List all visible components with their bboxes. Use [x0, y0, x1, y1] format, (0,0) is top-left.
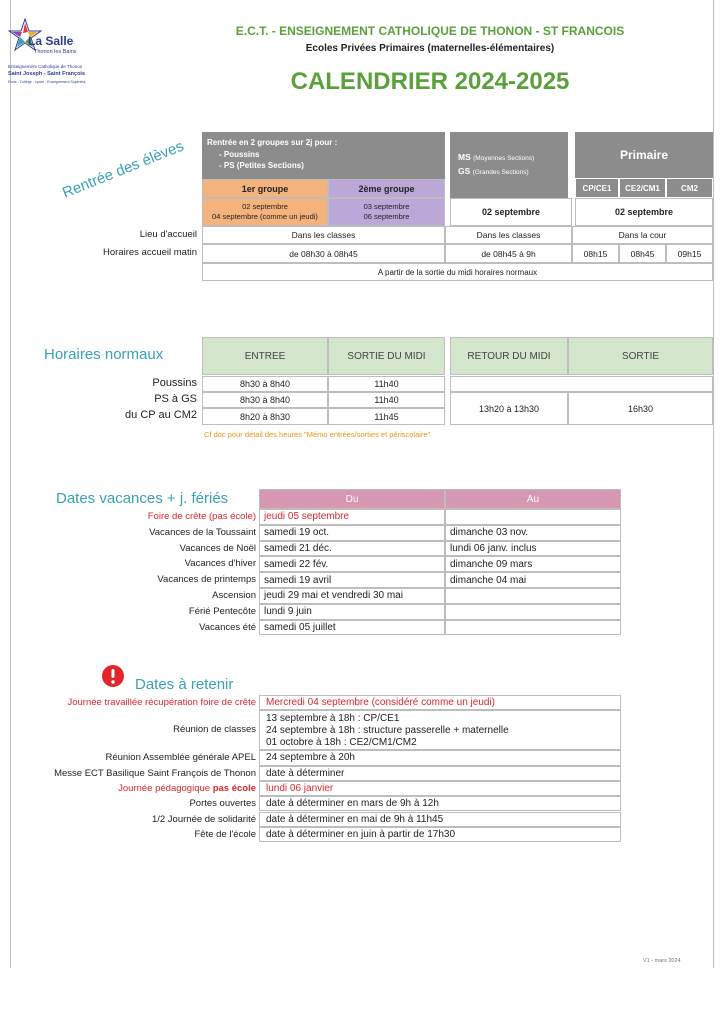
col-sortie-midi-header: SORTIE DU MIDI [328, 337, 445, 375]
lieu-groupes: Dans les classes [202, 226, 445, 244]
rentree-poussins: - Poussins [219, 149, 260, 159]
horaires-note: Cf doc pour détail des heures "Mémo entrées/sorties et périscolaire" [204, 430, 431, 439]
vacances-row-label: Ascension [212, 590, 256, 601]
lieu-ms-gs: Dans les classes [445, 226, 572, 244]
cp-ce1-header: CP/CE1 [575, 178, 619, 198]
entree-ps-gs: 8h30 à 8h40 [202, 392, 328, 408]
vacances-row-du: samedi 22 fév. [259, 556, 445, 572]
gs-full-label: (Grandes Sections) [472, 169, 529, 176]
vacances-row-au: dimanche 03 nov. [445, 525, 621, 541]
group1-date-a: 02 septembre [242, 202, 288, 211]
dates-row-value: date à déterminer en mars de 9h à 12h [259, 796, 621, 811]
vacances-row-au: dimanche 04 mai [445, 572, 621, 588]
vacances-row-label: Férié Pentecôte [188, 605, 256, 617]
retour-midi-spacer [450, 376, 713, 392]
dates-row-label [54, 768, 256, 779]
dates-row-value [259, 710, 621, 750]
group1-dates [202, 198, 328, 226]
rentree-ps: - PS (Petites Sections) [219, 161, 304, 170]
vacances-row-du: jeudi 05 septembre [259, 509, 445, 525]
dates-row-label [195, 829, 257, 840]
dates-row-label [173, 724, 256, 735]
ms-label-line [458, 151, 534, 165]
dates-row-value: 24 septembre à 20h [259, 750, 621, 765]
col-retour-midi-header: RETOUR DU MIDI [450, 337, 568, 375]
group1-header: 1er groupe [202, 179, 328, 198]
page-title: CALENDRIER 2024-2025 [290, 68, 570, 95]
la-salle-logo [8, 18, 100, 90]
dates-row-value-line: 13 septembre à 18h : CP/CE1 [266, 713, 400, 725]
horaires-groupes: de 08h30 à 08h45 [202, 244, 445, 263]
dates-row-label-text: Portes ouvertes [189, 798, 256, 810]
vacances-row-au [445, 588, 621, 604]
dates-row-value: date à déterminer en mai de 9h à 11h45 [259, 812, 621, 827]
dates-row-label [67, 697, 256, 708]
group2-date-a: 03 septembre [363, 202, 410, 211]
ms-gs-date: 02 septembre [450, 198, 572, 226]
dates-row-label [118, 783, 256, 794]
primaire-header: Primaire [575, 132, 713, 178]
entree-poussins: 8h30 à 8h40 [202, 376, 328, 392]
vacances-row-au [445, 620, 621, 636]
dates-row-label-text: 1/2 Journée de solidarité [151, 813, 256, 825]
dates-section-title: Dates à retenir [135, 676, 234, 693]
logo-sub3: Ecole - Collège - Lycée - Enseignement Supérieur [8, 80, 86, 84]
logo-sub2: Saint Joseph - Saint François [8, 71, 86, 77]
vacances-row-au: dimanche 09 mars [445, 556, 621, 572]
lieu-accueil-label: Lieu d'accueil [139, 229, 197, 240]
gs-label: GS [458, 166, 471, 176]
dates-row-label-text: Fête de l'école [194, 828, 256, 840]
sortie-midi-ps-gs: 11h40 [328, 392, 445, 408]
dates-row-label-text: Journée travaillée récupération foire de crête [67, 697, 256, 708]
dates-row-label [189, 798, 256, 809]
rentree-intro-cell [202, 132, 445, 179]
dates-row-value-line: 01 octobre à 18h : CE2/CM1/CM2 [266, 737, 417, 749]
cm2-header: CM2 [666, 178, 713, 198]
sortie-midi-poussins: 11h40 [328, 376, 445, 392]
retour-midi-value: 13h20 à 13h30 [450, 392, 568, 425]
dates-row-label-text: Réunion de classes [173, 724, 256, 736]
rentree-section-title: Rentrée des élèves [60, 137, 187, 202]
row-label-ps-gs: PS à GS [154, 393, 197, 405]
footer-version: V1 - mars 2024 [643, 958, 681, 964]
horaires-cm2: 09h15 [666, 244, 713, 263]
logo-sub1: Enseignement Catholique de Thonon [8, 64, 83, 69]
horaires-section-title: Horaires normaux [44, 346, 164, 363]
group2-header: 2ème groupe [328, 179, 445, 198]
col-du-header: Du [259, 489, 445, 509]
sortie-value: 16h30 [568, 392, 713, 425]
vacances-row-label: Vacances de Noël [179, 542, 256, 554]
vacances-row-label: Vacances de la Toussaint [149, 526, 256, 538]
vacances-row-label: Foire de crête (pas école) [147, 511, 256, 522]
dates-row-label-text: Journée pédagogique [118, 782, 211, 794]
logo-city: Thonon les Bains [34, 49, 77, 55]
col-entree-header: ENTREE [202, 337, 328, 375]
col-sortie-header: SORTIE [568, 337, 713, 375]
horaires-ms-gs: de 08h45 à 9h [445, 244, 572, 263]
dates-row-value: date à déterminer [259, 766, 621, 781]
dates-row-value-line: 24 septembre à 18h : structure passerelle + maternelle [266, 725, 509, 737]
entree-cp-cm2: 8h20 à 8h30 [202, 408, 328, 425]
dates-row-label [152, 814, 256, 825]
row-label-cp-cm2: du CP au CM2 [125, 409, 197, 421]
vacances-row-label: Vacances d'hiver [184, 558, 256, 570]
vacances-row-label: Vacances été [199, 621, 256, 633]
group2-date-b: 06 septembre [363, 212, 410, 221]
vacances-row-au [445, 509, 621, 525]
sortie-midi-cp-cm2: 11h45 [328, 408, 445, 425]
vacances-row-du: samedi 19 oct. [259, 525, 445, 541]
vacances-row-du: jeudi 29 mai et vendredi 30 mai [259, 588, 445, 604]
vacances-row-du: samedi 05 juillet [259, 620, 445, 636]
logo-name: La Salle [28, 34, 74, 48]
vacances-row-au [445, 604, 621, 620]
group2-dates [328, 198, 445, 226]
exclamation-icon [101, 664, 125, 688]
horaires-accueil-label: Horaires accueil matin [103, 247, 197, 258]
ms-gs-header [450, 132, 568, 198]
vacances-row-du: samedi 21 déc. [259, 541, 445, 557]
vacances-row-label: Vacances de printemps [157, 574, 256, 586]
ms-label: MS [458, 152, 471, 162]
dates-row-value: date à déterminer en juin à partir de 17h30 [259, 827, 621, 842]
vacances-row-du: samedi 19 avril [259, 572, 445, 588]
horaires-cp-ce1: 08h15 [572, 244, 619, 263]
gs-label-line [458, 165, 529, 179]
vacances-row-au: lundi 06 janv. inclus [445, 541, 621, 557]
horaires-ce2-cm1: 08h45 [619, 244, 666, 263]
row-label-poussins: Poussins [152, 377, 197, 389]
dates-row-label [105, 752, 256, 763]
dates-row-label-text: Réunion Assemblée générale APEL [105, 752, 256, 764]
rentree-note: A partir de la sortie du midi horaires normaux [202, 263, 713, 281]
dates-row-value: lundi 06 janvier [259, 781, 621, 796]
primaire-date: 02 septembre [575, 198, 713, 226]
dates-row-label-text: Messe ECT Basilique Saint François de Thonon [54, 767, 256, 779]
dates-row-value: Mercredi 04 septembre (considéré comme un jeudi) [259, 695, 621, 710]
dates-row-label-emphasis: pas école [212, 782, 256, 794]
col-au-header: Au [445, 489, 621, 509]
vacances-row-du: lundi 9 juin [259, 604, 445, 620]
ce2-cm1-header: CE2/CM1 [619, 178, 666, 198]
group1-date-b: 04 septembre (comme un jeudi) [212, 212, 318, 221]
ms-full-label: (Moyennes Sections) [473, 155, 535, 162]
vacances-section-title: Dates vacances + j. fériés [56, 490, 229, 507]
header-schools: Ecoles Privées Primaires (maternelles-élémentaires) [305, 43, 555, 54]
header-organization: E.C.T. - ENSEIGNEMENT CATHOLIQUE DE THONON - ST FRANCOIS [235, 24, 625, 38]
rentree-intro-text: Rentrée en 2 groupes sur 2j pour : [207, 138, 338, 147]
lieu-primaire: Dans la cour [572, 226, 713, 244]
